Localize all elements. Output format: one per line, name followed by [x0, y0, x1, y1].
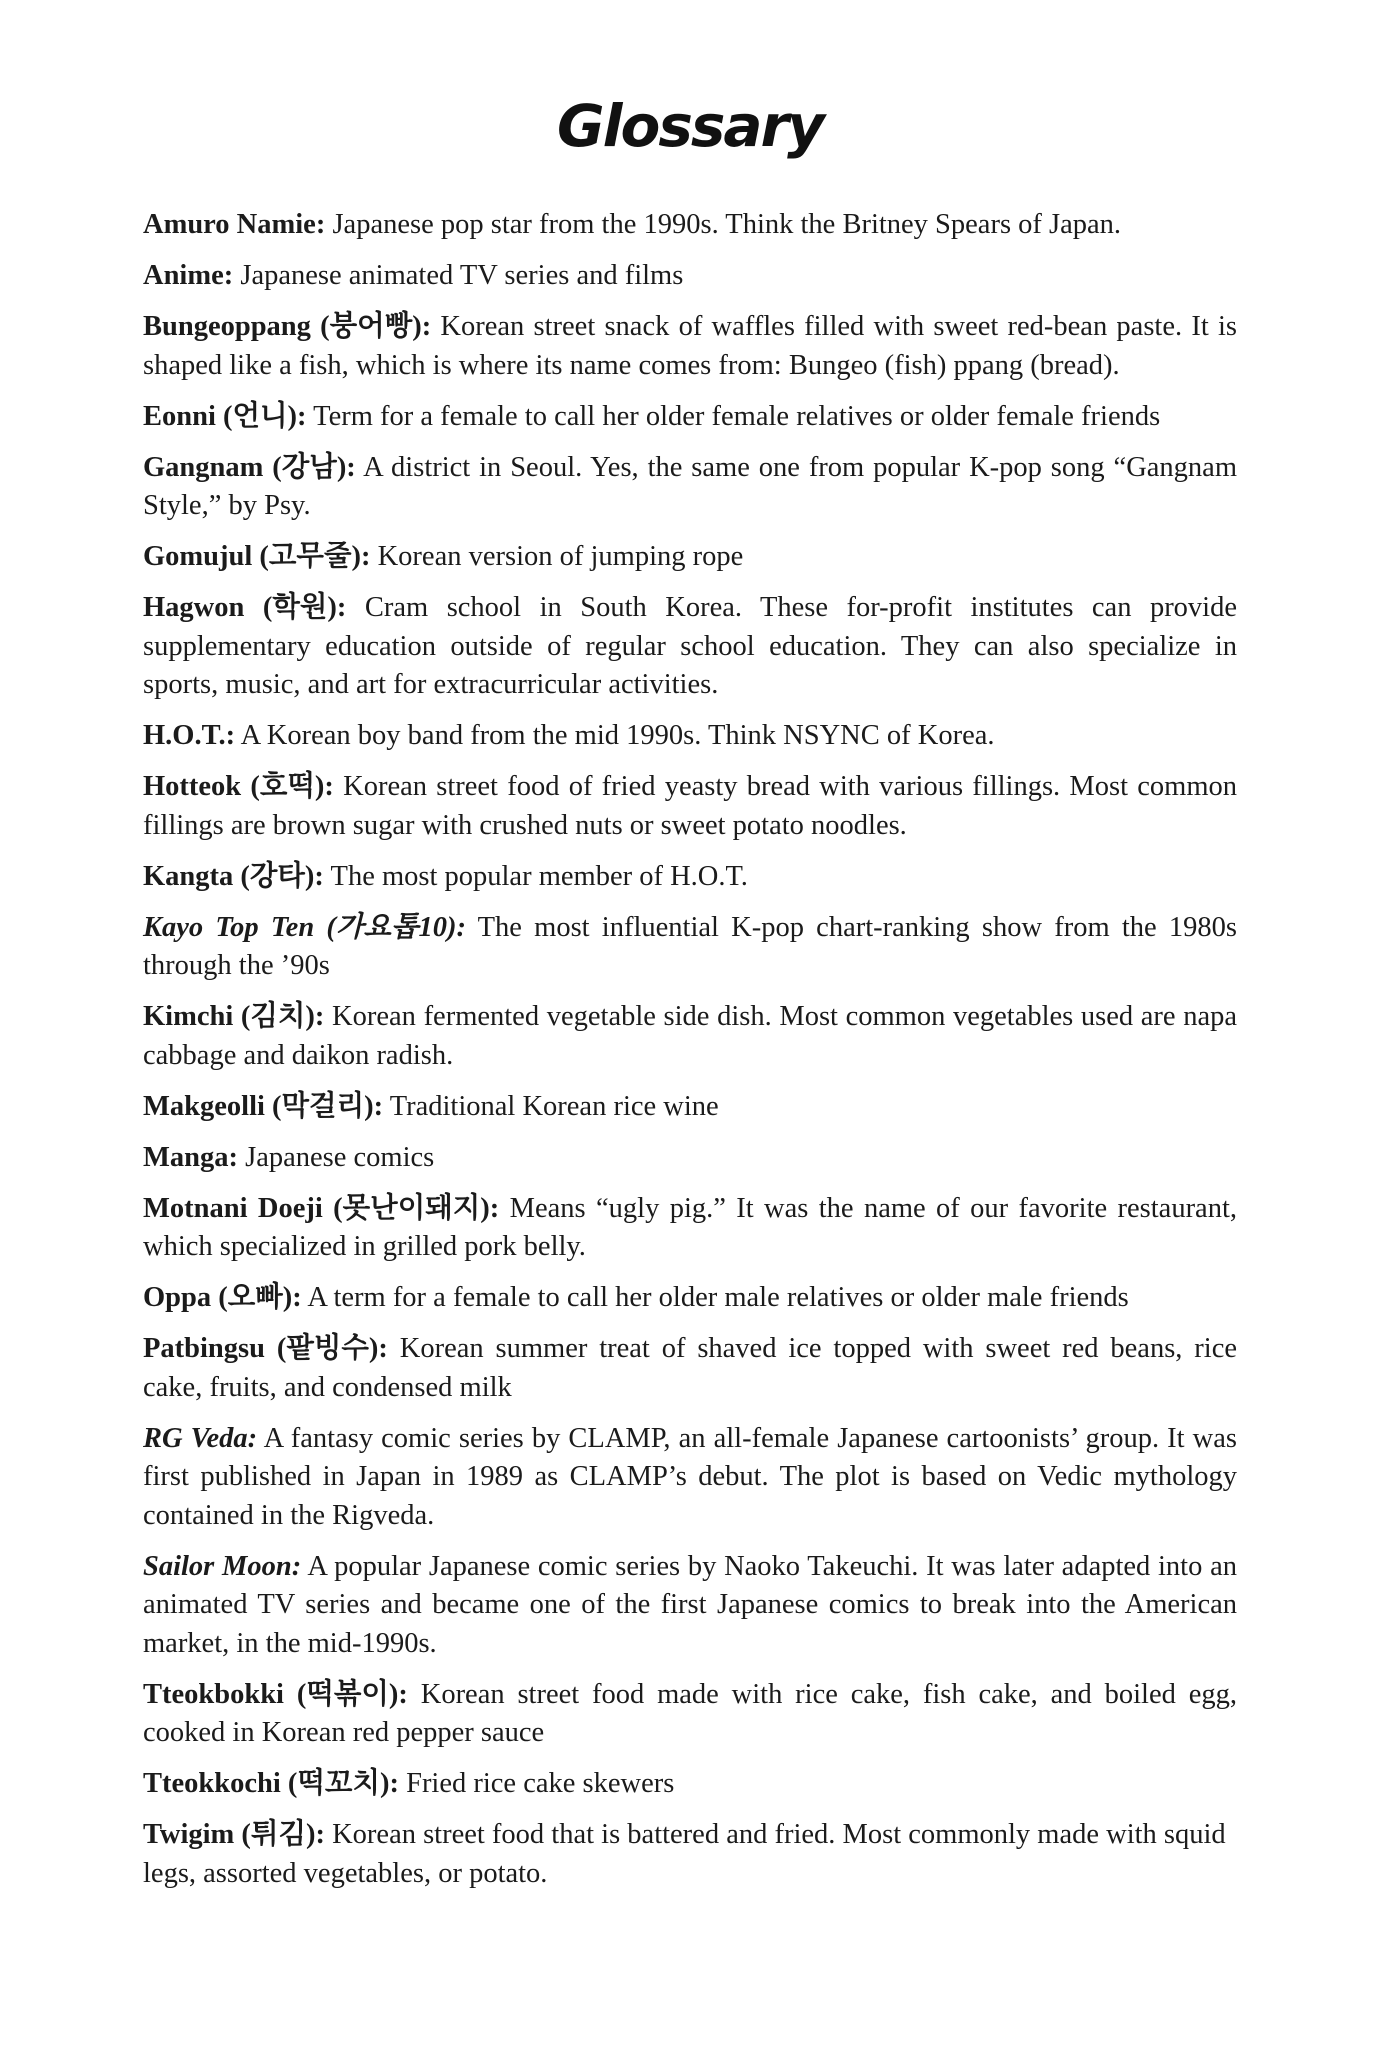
glossary-definition: Means “ugly pig.” It was the name of our favorite restaurant, which specialized in grilled pork belly. [143, 1192, 1237, 1262]
glossary-entry [143, 1190, 1237, 1267]
glossary-term: Makgeolli (막걸리): [143, 1090, 384, 1122]
glossary-definition: Korean street food that is battered and fried. Most commonly made with squid legs, assorted vegetables, or potato. [143, 1819, 1226, 1889]
glossary-entry [143, 398, 1237, 437]
glossary-term: Oppa (오빠): [143, 1282, 302, 1313]
glossary-term: Kayo Top Ten (가요톱10): [143, 911, 466, 943]
glossary-term: Sailor Moon: [143, 1550, 302, 1582]
glossary-definition: A popular Japanese comic series by Naoko Takeuchi. It was later adapted into an animated TV series and became one of the first Japanese comics to break into the American market, in the mid-1990s. [143, 1550, 1237, 1659]
page-title: Glossary [557, 92, 823, 160]
glossary-entry [143, 308, 1237, 385]
glossary-entry [143, 768, 1237, 845]
glossary-definition: Korean street snack of waffles filled with sweet red-bean paste. It is shaped like a fish, which is where its name comes from: Bungeo (fish) ppang (bread). [143, 311, 1237, 381]
glossary-definition: Cram school in South Korea. These for-profit institutes can provide supplementary education outside of regular school education. They can also specialize in sports, music, and art for extracurricular activities. [143, 592, 1238, 700]
glossary-entry [143, 257, 1237, 296]
glossary-entry [143, 909, 1237, 986]
glossary-entry [143, 1139, 1237, 1178]
glossary-definition: Japanese animated TV series and films [233, 260, 684, 291]
glossary-entry [143, 1765, 1237, 1804]
glossary-definition: Korean street food made with rice cake, fish cake, and boiled egg, cooked in Korean red pepper sauce [143, 1678, 1237, 1748]
glossary-entry [143, 1330, 1237, 1407]
glossary-entry [143, 1548, 1237, 1664]
glossary-term: Hagwon (학원): [143, 592, 347, 623]
glossary-entry [143, 538, 1237, 577]
glossary-term: Kangta (강타): [143, 860, 324, 892]
glossary-entry [143, 998, 1237, 1075]
glossary-term: Amuro Namie: [143, 209, 326, 240]
glossary-entry [143, 1816, 1237, 1893]
glossary-definition: Fried rice cake skewers [398, 1768, 675, 1799]
glossary-entry [143, 1676, 1237, 1753]
glossary-entry [143, 1279, 1237, 1318]
glossary-term: Motnani Doeji (못난이돼지): [143, 1192, 500, 1224]
glossary-entry [143, 717, 1237, 756]
glossary-entry [143, 589, 1237, 705]
glossary-term: Manga: [143, 1141, 238, 1173]
glossary-term: Tteokkochi (떡꼬치): [143, 1768, 399, 1799]
glossary-term: Hotteok (호떡): [143, 771, 334, 802]
glossary-term: Kimchi (김치): [143, 1001, 325, 1032]
glossary-term: Gomujul (고무줄): [143, 541, 371, 572]
glossary-definition: Korean version of jumping rope [370, 541, 744, 572]
glossary-definition: A term for a female to call her older male relatives or older male friends [301, 1282, 1129, 1313]
glossary-definition: The most popular member of H.O.T. [323, 860, 748, 892]
glossary-term: Patbingsu (팥빙수): [143, 1333, 388, 1364]
glossary-term: Gangnam (강남): [143, 451, 356, 483]
glossary-definition: A district in Seoul. Yes, the same one from popular K-pop song “Gangnam Style,” by Psy. [143, 451, 1238, 521]
glossary-entry [143, 858, 1237, 897]
glossary-definition: Korean street food of fried yeasty bread with various fillings. Most common fillings are brown sugar with crushed nuts or sweet potato noodles. [143, 771, 1237, 841]
glossary-term: RG Veda: [143, 1422, 258, 1454]
glossary-entry [143, 449, 1237, 526]
glossary-definition: Japanese pop star from the 1990s. Think the Britney Spears of Japan. [325, 209, 1122, 240]
glossary-term: Tteokbokki (떡볶이): [143, 1678, 408, 1710]
glossary-term: Anime: [143, 260, 234, 291]
glossary-entry [143, 1088, 1237, 1127]
glossary-list [143, 206, 1237, 1906]
glossary-definition: Term for a female to call her older female relatives or older female friends [306, 400, 1161, 432]
glossary-term: Twigim (튀김): [143, 1819, 325, 1850]
glossary-term: H.O.T.: [143, 720, 236, 751]
glossary-definition: Korean summer treat of shaved ice topped with sweet red beans, rice cake, fruits, and condensed milk [143, 1333, 1238, 1403]
glossary-definition: The most influential K-pop chart-ranking show from the 1980s through the ’90s [143, 911, 1238, 981]
glossary-entry [143, 1420, 1237, 1536]
glossary-entry [143, 206, 1237, 245]
glossary-term: Eonni (언니): [143, 400, 307, 432]
glossary-definition: Japanese comics [238, 1141, 435, 1173]
glossary-definition: A fantasy comic series by CLAMP, an all-female Japanese cartoonists’ group. It was first published in Japan in 1989 as CLAMP’s debut. The plot is based on Vedic mythology contained in the Rigveda. [143, 1422, 1237, 1531]
glossary-definition: Traditional Korean rice wine [383, 1090, 719, 1122]
glossary-definition: Korean fermented vegetable side dish. Most common vegetables used are napa cabbage and daikon radish. [143, 1001, 1237, 1071]
glossary-term: Bungeoppang (붕어빵): [143, 311, 432, 342]
glossary-definition: A Korean boy band from the mid 1990s. Think NSYNC of Korea. [235, 720, 995, 751]
